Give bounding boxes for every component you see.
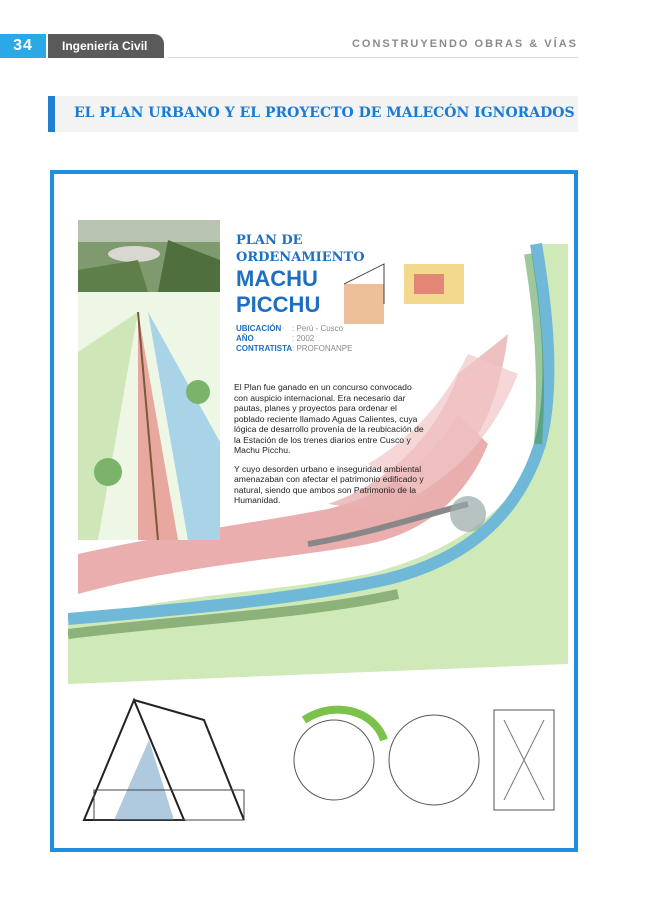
- perspective-sketch: [78, 292, 220, 540]
- architectural-sketches: [74, 680, 564, 824]
- project-description: [234, 382, 426, 514]
- page-number: 34: [0, 34, 46, 58]
- description-paragraph: Y cuyo desorden urbano e inseguridad ambiental amenazaban con afectar el patrimonio edificado y natural, siendo que ambos son Patrimonio de la Humanidad.: [234, 463, 424, 505]
- header-rule: [168, 57, 578, 58]
- project-info: [236, 324, 352, 354]
- info-key: AÑO: [236, 334, 254, 343]
- info-key: CONTRATISTA: [236, 344, 293, 353]
- aerial-photo: [78, 220, 220, 292]
- plan-name: MACHU PICCHU: [236, 266, 321, 317]
- plan-heading: PLAN DE ORDENAMIENTO: [236, 233, 365, 265]
- section-tab: Ingeniería Civil: [48, 34, 164, 58]
- article-title-bar: [48, 96, 578, 132]
- poster-frame: [50, 170, 578, 852]
- info-value: : 2002: [292, 334, 315, 343]
- detail-sketches: [344, 244, 484, 334]
- info-value: : Perú - Cusco: [292, 324, 344, 333]
- magazine-title: CONSTRUYENDO OBRAS & VÍAS: [351, 38, 578, 50]
- info-key: UBICACIÓN: [236, 324, 282, 333]
- description-paragraph: El Plan fue ganado en un concurso convocado con auspicio internacional. Era necesario dar pautas, planes y proyectos para ordenar el poblado reciente llamado Aguas Calientes, cuya lógica de desarrollo provenía de la reubicación de la Estación de los trenes diarios entre Cusco y Machu Picchu.: [234, 382, 424, 455]
- info-value: : PROFONANPE: [292, 344, 353, 353]
- article-title: EL PLAN URBANO Y EL PROYECTO DE MALECÓN IGNORADOS: [74, 105, 575, 121]
- title-accent: [48, 96, 55, 132]
- info-row: [236, 324, 352, 334]
- info-row: [236, 334, 352, 344]
- info-row: [236, 344, 352, 354]
